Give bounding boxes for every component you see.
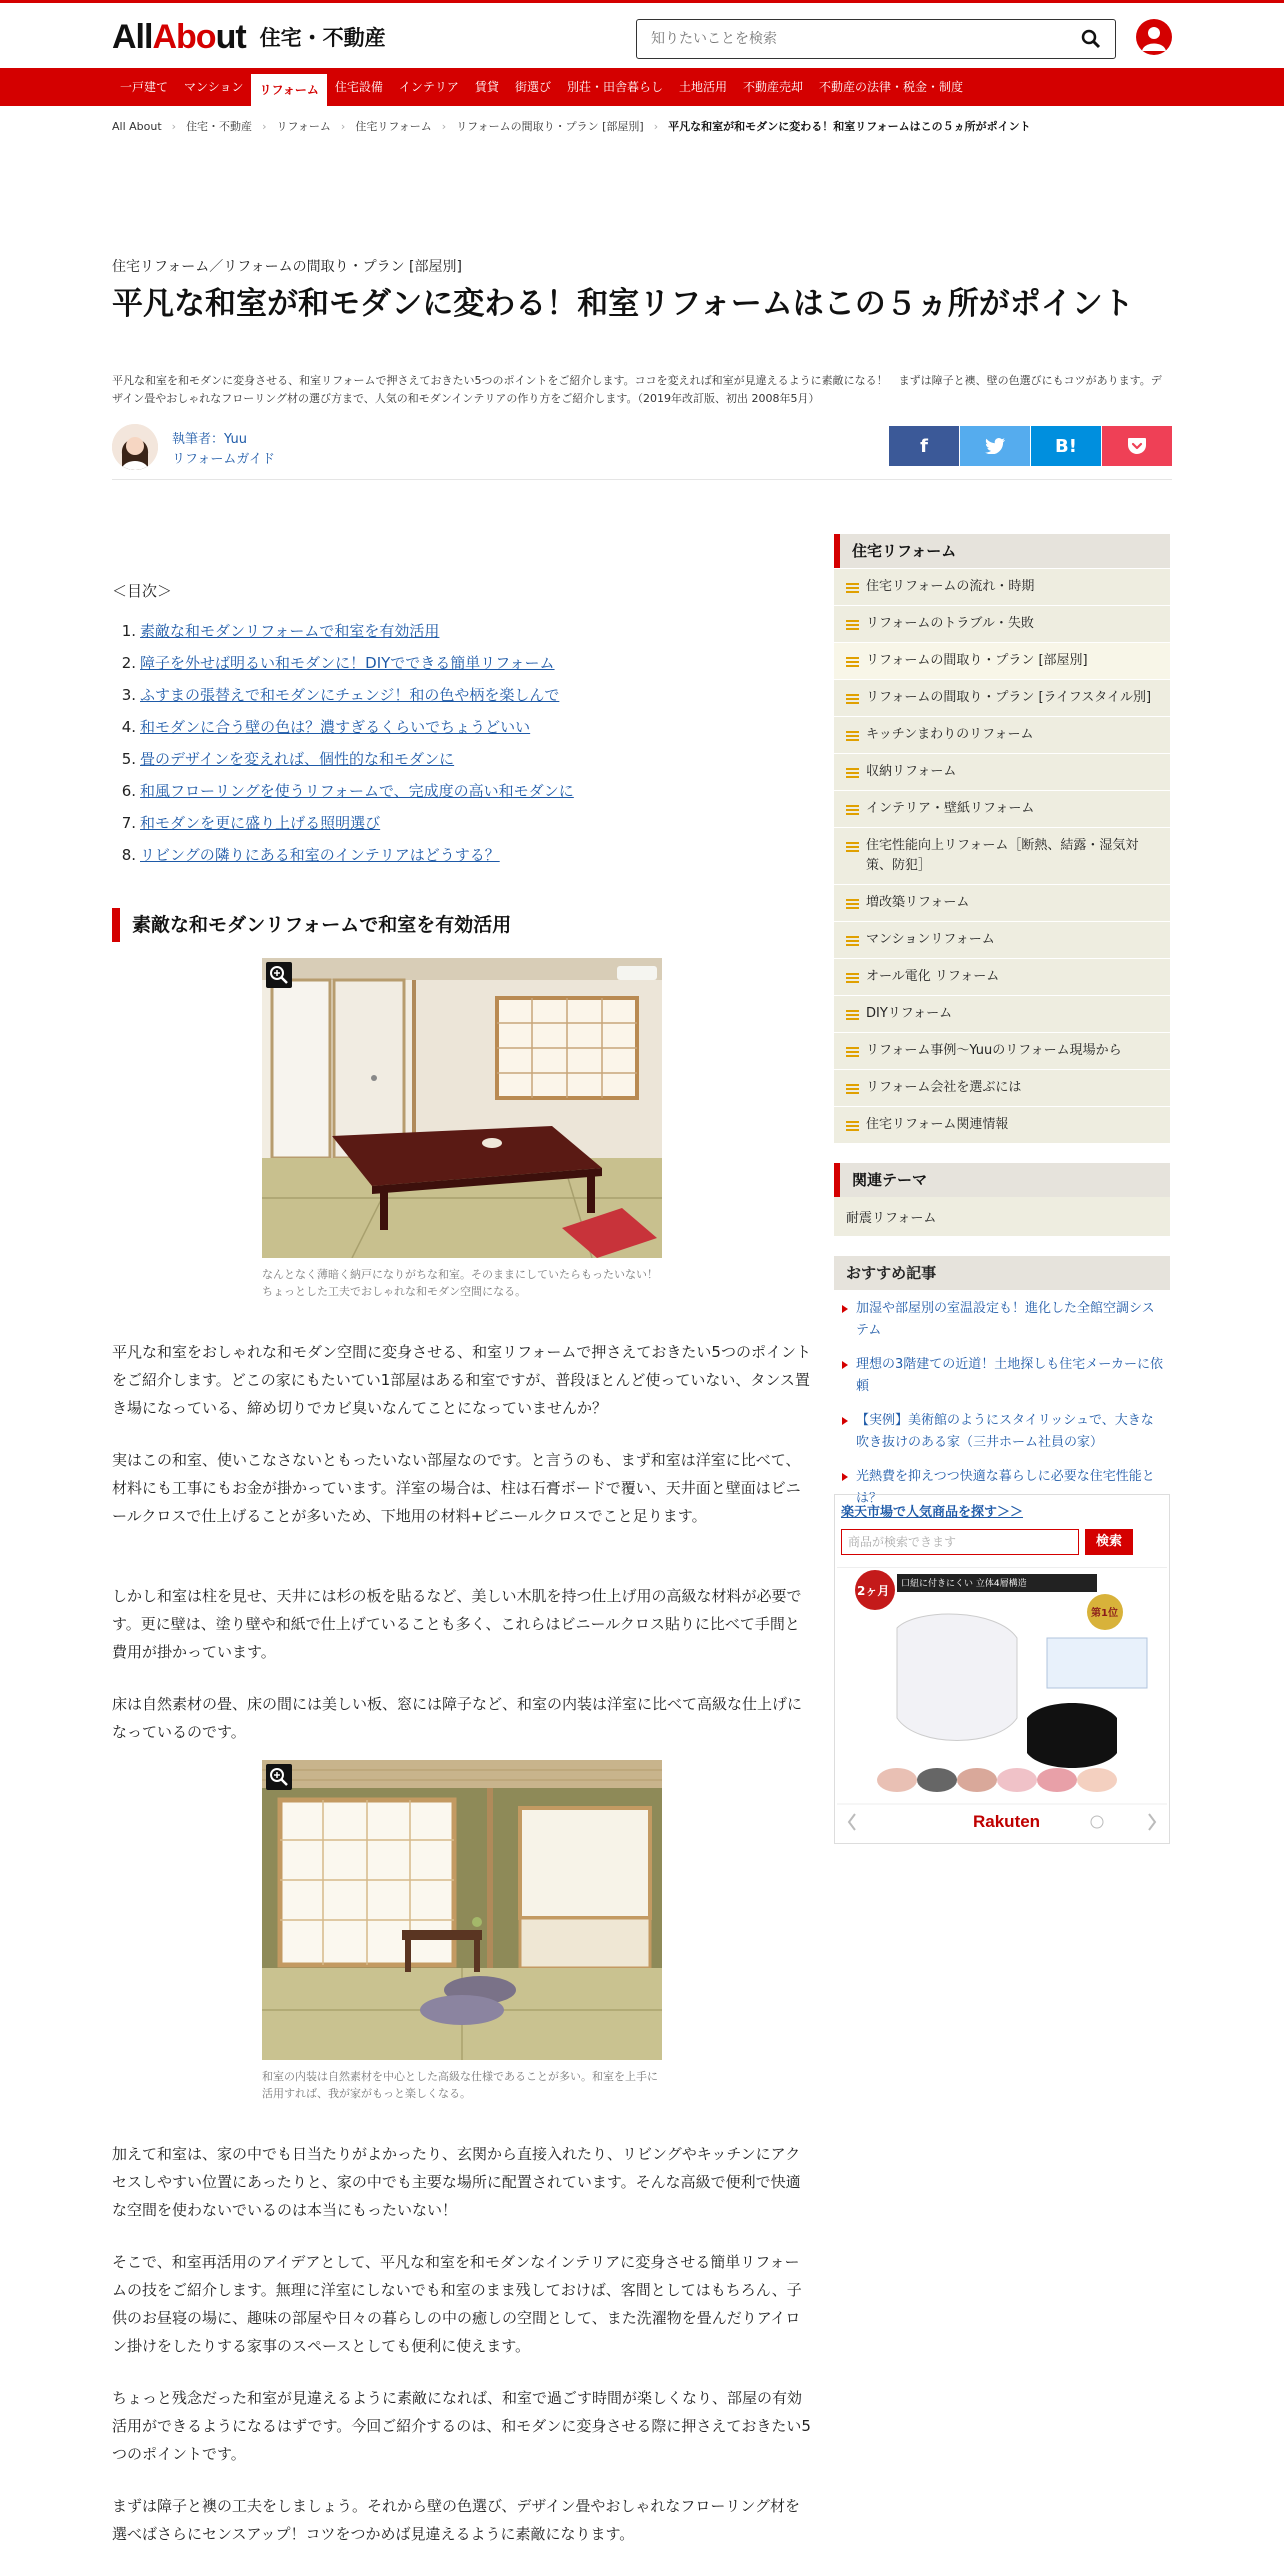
ad-badge-left: 2ヶ月 — [857, 1584, 890, 1598]
nav-item[interactable]: 別荘・田舎暮らし — [566, 80, 663, 94]
toc-link[interactable]: 畳のデザインを変えれば、個性的な和モダンに — [140, 750, 455, 768]
nav-item[interactable]: 土地活用 — [678, 80, 727, 94]
list-icon — [846, 936, 859, 946]
recommended-articles — [834, 1256, 1170, 1514]
list-icon — [846, 805, 859, 815]
facebook-share-button[interactable] — [889, 426, 959, 466]
toc-number: 6. — [121, 782, 136, 800]
zoom-icon[interactable] — [266, 962, 292, 988]
ad-badge-mid: 口紐に付きにくい 立体4層構造 — [901, 1579, 1027, 1589]
zoom-icon[interactable] — [266, 1764, 292, 1790]
nav-item[interactable]: 不動産売却 — [742, 80, 803, 94]
list-icon — [846, 1084, 859, 1094]
toc-link[interactable]: 素敵な和モダンリフォームで和室を有効活用 — [140, 622, 440, 640]
paragraph: 床は自然素材の畳、床の間には美しい板、窓には障子など、和室の内装は洋室に比べて高級な仕上げになっているのです。 — [112, 1695, 803, 1741]
breadcrumb-item[interactable]: 住宅・不動産 — [186, 120, 253, 133]
sidebar-item[interactable] — [834, 1032, 1170, 1069]
recommend-link[interactable]: 理想の3階建ての近道！土地探しも住宅メーカーに依頼 — [834, 1346, 1170, 1402]
hatena-icon: B! — [1055, 435, 1077, 457]
sidebar-item-label: リフォーム会社を選ぶには — [866, 1080, 1022, 1095]
rakuten-logo: Rakuten — [973, 1812, 1041, 1831]
toc-link[interactable]: リビングの隣りにある和室のインテリアはどうする？ — [140, 846, 500, 864]
list-icon — [846, 694, 859, 704]
rakuten-search-button[interactable]: 検索 — [1085, 1529, 1133, 1555]
toc-number: 1. — [121, 622, 136, 640]
breadcrumb-item[interactable]: All About — [112, 119, 162, 133]
list-icon — [846, 899, 859, 909]
sidebar-item[interactable] — [834, 605, 1170, 642]
article-lead: 平凡な和室を和モダンに変身させる、和室リフォームで押さえておきたい5つのポイントをご紹介します。ココを変えれば和室が見違えるように素敵になる！ まずは障子と襖、壁の色選びにもコツがあります。デザイン畳やおしゃれなフローリング材の選び方まで、人気の和モダンインテリアの作り方をご紹介します。（2019年改訂版、初出 2008年5月） — [112, 374, 1162, 405]
recommend-link[interactable]: 加湿や部屋別の室温設定も！進化した全館空調システム — [834, 1290, 1170, 1346]
related-item[interactable]: 耐震リフォーム — [834, 1197, 1170, 1236]
article-title: 平凡な和室が和モダンに変わる！和室リフォームはこの５ヵ所がポイント — [112, 286, 1134, 322]
author-avatar[interactable] — [112, 424, 158, 470]
ad-badge-right: 第1位 — [1091, 1608, 1118, 1619]
sidebar-item[interactable] — [834, 827, 1170, 884]
toc-number: 4. — [121, 718, 136, 736]
list-icon — [846, 842, 859, 852]
toc-link[interactable]: ふすまの張替えで和モダンにチェンジ！和の色や柄を楽しんで — [140, 686, 560, 704]
related-heading: 関連テーマ — [834, 1163, 1170, 1197]
sidebar-item[interactable] — [834, 921, 1170, 958]
toc-item — [112, 743, 812, 775]
list-icon — [846, 657, 859, 667]
nav-item[interactable]: 賃貸 — [474, 80, 499, 94]
author-role[interactable]: リフォームガイド — [172, 452, 275, 467]
sidebar — [834, 534, 1170, 1514]
photo-caption-1: なんとなく薄暗く納戸になりがちな和室。そのままにしていたらもったいない！ちょっとした工夫でおしゃれな和モダン空間になる。 — [262, 1268, 658, 1298]
sidebar-item-label: 住宅性能向上リフォーム［断熱、結露・湿気対策、防犯］ — [866, 838, 1139, 873]
sidebar-item-label: リフォーム事例～Yuuのリフォーム現場から — [866, 1043, 1122, 1058]
share-buttons — [888, 426, 1172, 466]
sidebar-item[interactable] — [834, 884, 1170, 921]
recommend-link[interactable]: 光熱費を抑えつつ快適な暮らしに必要な住宅性能とは？ — [834, 1458, 1170, 1514]
hatena-share-button[interactable] — [1031, 426, 1101, 466]
rakuten-title-link[interactable]: 楽天市場で人気商品を探す＞＞ — [841, 1505, 1024, 1520]
sidebar-item[interactable] — [834, 716, 1170, 753]
pocket-share-button[interactable] — [1102, 426, 1172, 466]
paragraph: 実はこの和室、使いこなさないともったいない部屋なのです。と言うのも、まず和室は洋室に比べて、材料にも工事にもお金が掛かっています。洋室の場合は、柱は石膏ボードで覆い、天井面と壁面はビニールクロスで仕上げることが多いため、下地用の材料+ビニールクロスでこと足ります。 — [112, 1451, 801, 1525]
sidebar-item[interactable] — [834, 753, 1170, 790]
list-icon — [846, 973, 859, 983]
sidebar-item-label: リフォームの間取り・プラン [ライフスタイル別] — [866, 690, 1152, 705]
list-icon — [846, 620, 859, 630]
search-box[interactable] — [636, 19, 1116, 59]
toc-number: 8. — [121, 846, 136, 864]
nav-item[interactable]: 一戸建て — [120, 80, 169, 94]
toc-heading: ＜目次＞ — [112, 582, 173, 600]
paragraph: 加えて和室は、家の中でも日当たりがよかったり、玄関から直接入れたり、リビングやキッチンにアクセスしやすい位置にあったりと、家の中でも主要な場所に配置されています。そんな高級で便利で快適な空間を使わないでいるのは本当にもったいない！ — [112, 2145, 801, 2219]
section-heading: 素敵な和モダンリフォームで和室を有効活用 — [112, 908, 812, 942]
sidebar-heading[interactable]: 住宅リフォーム — [834, 534, 1170, 568]
breadcrumb-separator-icon: › — [171, 119, 177, 133]
section-name[interactable]: 住宅・不動産 — [259, 26, 386, 50]
paragraph: そこで、和室再活用のアイデアとして、平凡な和室を和モダンなインテリアに変身させる簡単リフォームの技をご紹介します。無理に洋室にしないでも和室のまま残しておけば、客間としてはもちろん、子供のお昼寝の場に、趣味の部屋や日々の暮らしの中の癒しの空間として、また洗濯物を畳んだりアイロン掛けをしたりする家事のスペースとしても便利に使えます。 — [112, 2253, 802, 2355]
search-input[interactable] — [651, 31, 1051, 47]
twitter-share-button[interactable] — [960, 426, 1030, 466]
sidebar-item-label: オール電化 リフォーム — [866, 969, 1000, 984]
site-logo[interactable] — [112, 17, 386, 57]
paragraph: まずは障子と襖の工夫をしましょう。それから壁の色選び、デザイン畳やおしゃれなフローリング材を選べばさらにセンスアップ！コツをつかめば見違えるように素敵になります。 — [112, 2497, 801, 2543]
toc-item — [112, 679, 812, 711]
toc-link[interactable]: 和風フローリングを使うリフォームで、完成度の高い和モダンに — [140, 782, 574, 800]
list-icon — [846, 1047, 859, 1057]
breadcrumb-item[interactable]: リフォーム — [276, 120, 331, 133]
breadcrumb — [112, 118, 1172, 134]
sidebar-item-label: 収納リフォーム — [866, 764, 957, 779]
nav-item[interactable]: インテリア — [398, 80, 459, 94]
toc-number: 3. — [121, 686, 136, 704]
toc-link[interactable]: 和モダンを更に盛り上げる照明選び — [140, 814, 381, 832]
sidebar-item-label: マンションリフォーム — [866, 932, 995, 947]
article-category[interactable]: 住宅リフォーム／リフォームの間取り・プラン [部屋別] — [112, 259, 462, 275]
list-icon — [846, 1121, 859, 1131]
toc-item — [112, 711, 812, 743]
sidebar-item[interactable] — [834, 1106, 1170, 1143]
user-icon[interactable] — [1136, 19, 1172, 55]
sidebar-item[interactable] — [834, 995, 1170, 1032]
category-nav — [0, 68, 1284, 106]
list-icon — [846, 768, 859, 778]
list-icon — [846, 1010, 859, 1020]
breadcrumb-separator-icon: › — [441, 119, 447, 133]
pocket-icon — [1127, 437, 1147, 455]
rakuten-widget — [834, 1494, 1170, 1844]
photo-caption-2: 和室の内装は自然素材を中心とした高級な仕様であることが多い。和室を上手に活用すれば、我が家がもっと楽しくなる。 — [262, 2070, 658, 2100]
nav-item[interactable]: マンション — [184, 80, 244, 94]
sidebar-item-label: 住宅リフォームの流れ・時期 — [866, 579, 1035, 594]
washitsu-photo-2[interactable] — [262, 1760, 662, 2060]
sidebar-item[interactable] — [834, 958, 1170, 995]
breadcrumb-item[interactable]: リフォームの間取り・プラン [部屋別] — [456, 120, 644, 133]
nav-item[interactable]: 不動産の法律・税金・制度 — [819, 80, 964, 94]
nav-item[interactable]: 住宅設備 — [334, 80, 383, 94]
breadcrumb-item[interactable]: 住宅リフォーム — [355, 120, 432, 133]
sidebar-item-label: DIYリフォーム — [866, 1006, 953, 1021]
breadcrumb-separator-icon: › — [653, 119, 659, 133]
sidebar-item-label: インテリア・壁紙リフォーム — [866, 801, 1035, 816]
sidebar-item[interactable] — [834, 1069, 1170, 1106]
list-icon — [846, 583, 859, 593]
toc-item — [112, 839, 812, 871]
twitter-icon — [985, 438, 1005, 454]
sidebar-item[interactable] — [834, 790, 1170, 827]
toc-item — [112, 647, 812, 679]
sidebar-item-label: リフォームの間取り・プラン [部屋別] — [866, 653, 1088, 668]
sidebar-item-label: リフォームのトラブル・失敗 — [866, 616, 1034, 631]
paragraph: 平凡な和室をおしゃれな和モダン空間に変身させる、和室リフォームで押さえておきたい5つのポイントをご紹介します。どこの家にもたいてい1部屋はある和室ですが、普段ほとんど使っていない、タンス置き場になっている、締め切りでカビ臭いなんてことになっていませんか？ — [112, 1343, 811, 1417]
recommend-heading: おすすめ記事 — [834, 1256, 1170, 1290]
table-of-contents — [112, 580, 812, 871]
list-icon — [846, 731, 859, 741]
breadcrumb-current: 平凡な和室が和モダンに変わる！和室リフォームはこの５ヵ所がポイント — [668, 120, 1031, 133]
toc-number: 2. — [121, 654, 136, 672]
toc-item — [112, 775, 812, 807]
recommend-link[interactable]: 【実例】美術館のようにスタイリッシュで、大きな吹き抜けのある家（三井ホーム社員の家） — [834, 1402, 1170, 1458]
toc-number: 5. — [121, 750, 136, 768]
sidebar-item[interactable] — [834, 568, 1170, 605]
breadcrumb-separator-icon: › — [340, 119, 346, 133]
rakuten-search-input[interactable]: 商品が検索できます — [841, 1529, 1079, 1555]
sidebar-item-label: キッチンまわりのリフォーム — [866, 727, 1034, 742]
nav-item[interactable]: リフォーム — [251, 74, 326, 106]
toc-number: 7. — [121, 814, 136, 832]
facebook-icon: f — [920, 435, 928, 457]
paragraph: しかし和室は柱を見せ、天井には杉の板を貼るなど、美しい木肌を持つ仕上げ用の高級な材料が必要です。更に壁は、塗り壁や和紙で仕上げていることも多く、これらはビニールクロス貼りに比べて手間と費用が掛かっています。 — [112, 1587, 802, 1661]
toc-item — [112, 807, 812, 839]
paragraph: ちょっと残念だった和室が見違えるように素敵になれば、和室で過ごす時間が楽しくなり、部屋の有効活用ができるようになるはずです。今回ご紹介するのは、和モダンに変身させる際に押さえておきたい5つのポイントです。 — [112, 2389, 811, 2463]
washitsu-photo-1[interactable] — [262, 958, 662, 1258]
sidebar-item-label: 住宅リフォーム関連情報 — [866, 1117, 1009, 1132]
rakuten-ad-banner[interactable] — [837, 1567, 1167, 1841]
search-icon[interactable] — [1081, 29, 1101, 49]
sidebar-item-label: 増改築リフォーム — [866, 895, 970, 910]
breadcrumb-separator-icon: › — [262, 119, 267, 133]
sidebar-item[interactable] — [834, 642, 1170, 679]
logo-wordmark: AllAbout — [112, 17, 246, 56]
author-bar — [112, 420, 1172, 480]
nav-item[interactable]: 街選び — [514, 80, 551, 94]
sidebar-item[interactable] — [834, 679, 1170, 716]
toc-link[interactable]: 和モダンに合う壁の色は？濃すぎるくらいでちょうどいい — [140, 718, 531, 736]
site-header — [0, 0, 1284, 68]
author-name[interactable]: 執筆者：Yuu — [172, 432, 247, 447]
toc-link[interactable]: 障子を外せば明るい和モダンに！DIYでできる簡単リフォーム — [140, 654, 555, 672]
toc-item — [112, 615, 812, 647]
